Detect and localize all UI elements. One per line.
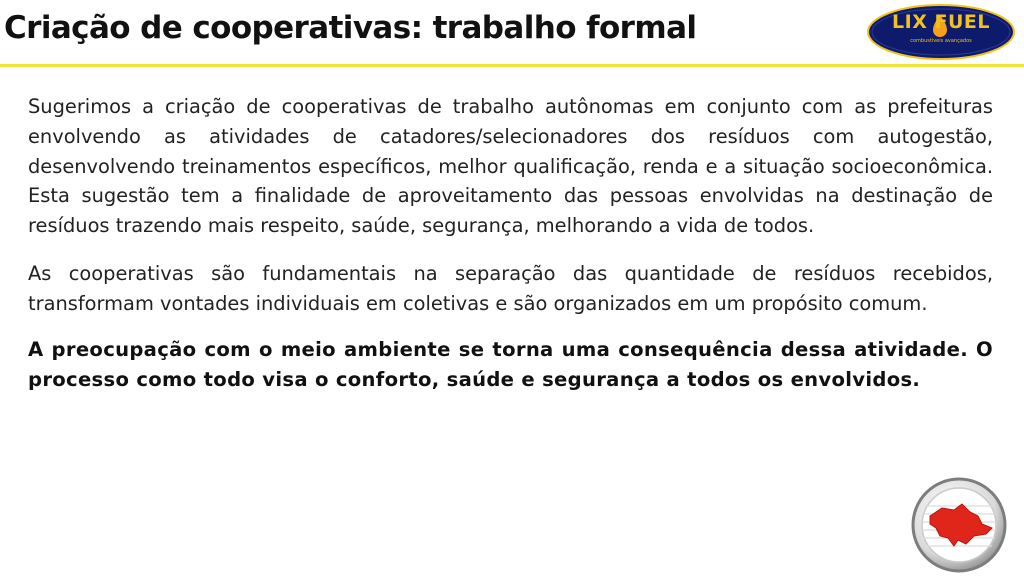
- paragraph-environment-conclusion: A preocupação com o meio ambiente se torna uma consequência dessa atividade. O processo como todo visa o conforto, saúde e segurança a todos os envolvidos.: [28, 337, 993, 391]
- title-underline: [0, 64, 1024, 67]
- logo-wordmark: LIX FUEL: [892, 11, 990, 33]
- page-title: Criação de cooperativas: trabalho formal: [4, 10, 697, 46]
- main-content: [28, 92, 993, 395]
- logo-tagline: combustíveis avançados: [910, 38, 972, 44]
- lixfuel-logo: [866, 3, 1016, 61]
- sao-paulo-state-map-icon: [910, 476, 1008, 574]
- sao-paulo-seal: [910, 476, 1008, 574]
- paragraph-cooperatives-importance: As cooperativas são fundamentais na separação das quantidade de resíduos recebidos, transformam vontades individuais em coletivas e são organizados em um propósito comum.: [28, 261, 993, 315]
- paragraph-cooperatives-suggestion: Sugerimos a criação de cooperativas de trabalho autônomas em conjunto com as prefeituras envolvendo as atividades de catadores/selecionadores dos resíduos com autogestão, desenvolvendo treinamentos específicos, melhor qualificação, renda e a situação socioeconômica. Esta sugestão tem a finalidade de aproveitamento das pessoas envolvidas na destinação de resíduos trazendo mais respeito, saúde, segurança, melhorando a vida de todos.: [28, 95, 993, 238]
